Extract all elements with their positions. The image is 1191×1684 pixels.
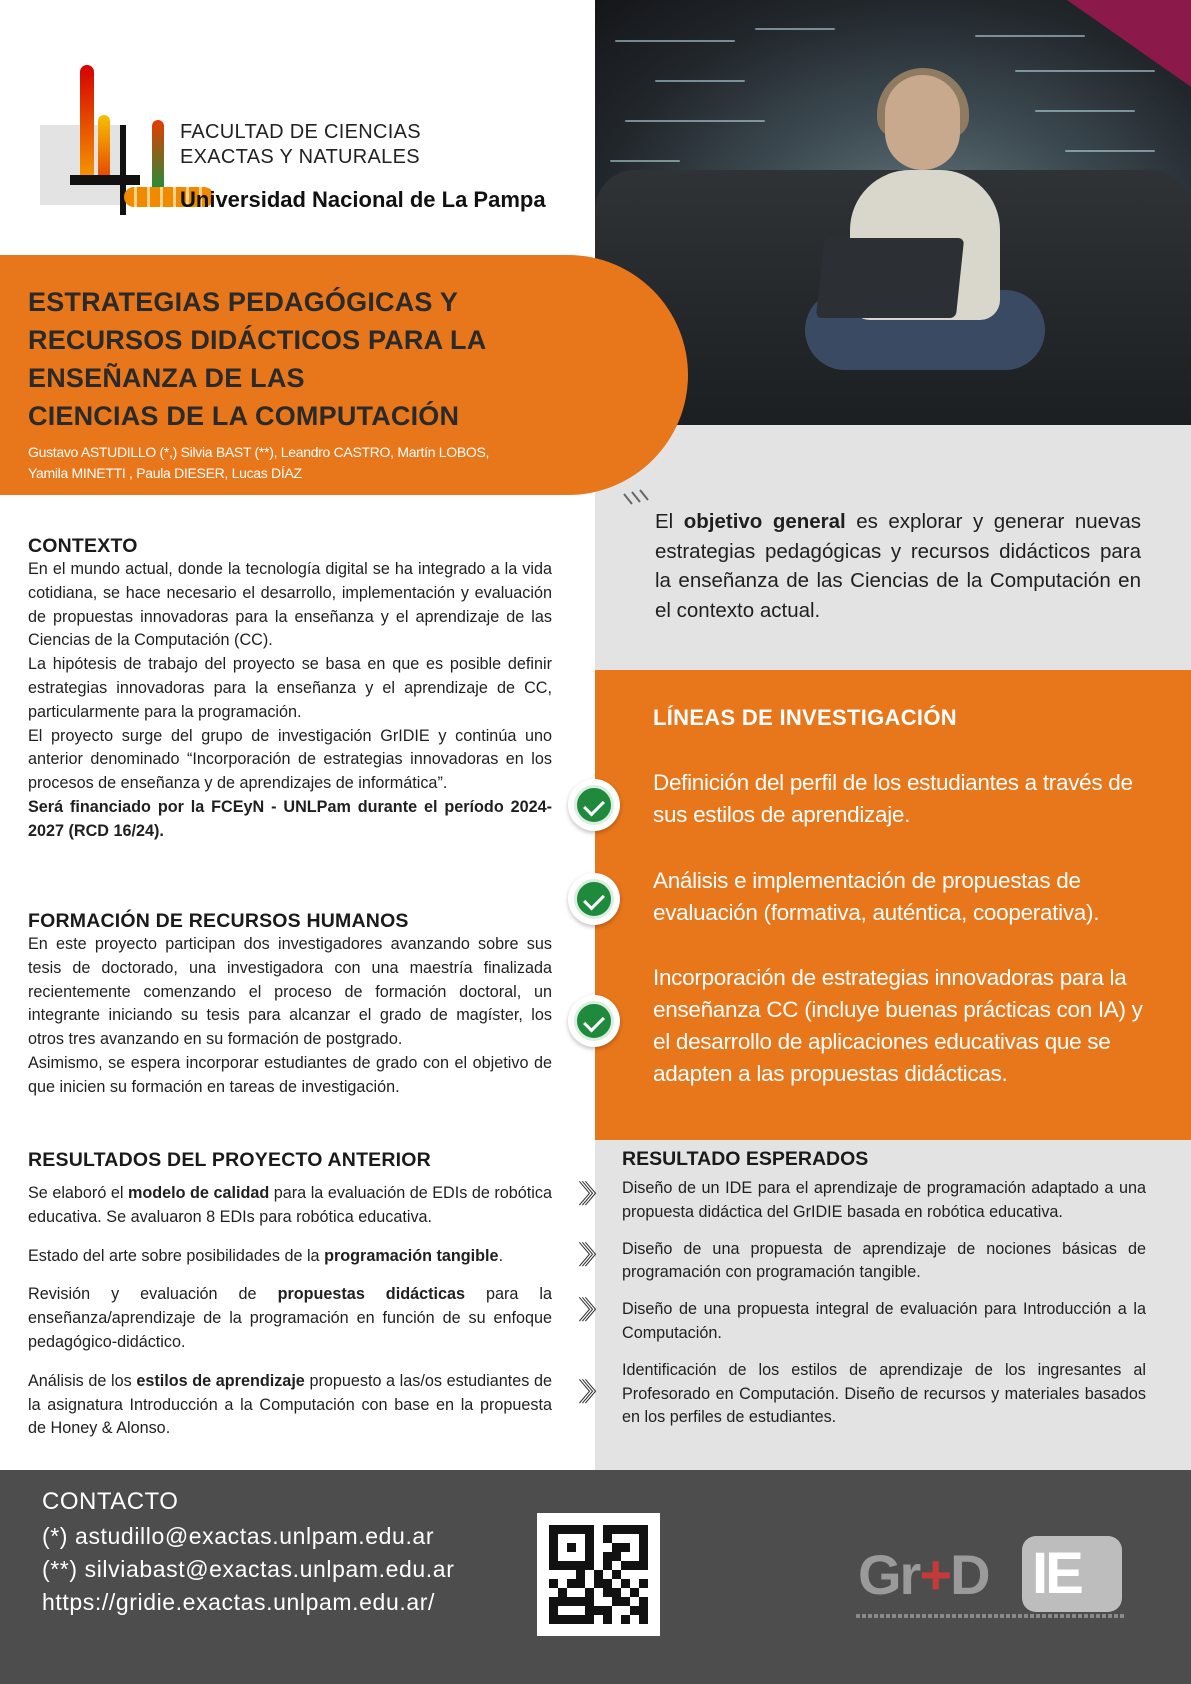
chevron-triple-icon: 〉〉〉 [578, 1180, 601, 1210]
training-paragraph: En este proyecto participan dos investigadores avanzando sobre sus tesis de doctorado, una investigadora con una maestría finalizada recientemente comenzando el proceso de formación doctoral, un integrante iniciando su tesis para alcanzar el grado de magíster, los otros tres avanzando en su formación de postgrado. [28, 935, 552, 1049]
training-paragraph: Asimismo, se espera incorporar estudiantes de grado con el objetivo de que inicien su formación en tareas de investigación. [28, 1053, 552, 1096]
training-heading: FORMACIÓN DE RECURSOS HUMANOS [28, 910, 409, 932]
check-icon [568, 873, 620, 925]
authors: Gustavo ASTUDILLO (*,) Silvia BAST (**), Leandro CASTRO, Martín LOBOS, Yamila MINETTI , Paula DIESER, Lucas DÍAZ [28, 444, 490, 481]
expected-result-item: Identificación de los estilos de aprendizaje de los ingresantes al Profesorado en Computación. Diseño de recursos y materiales basados en los perfiles de estudiantes. [622, 1360, 1146, 1427]
research-line-item: Incorporación de estrategias innovadoras para la enseñanza CC (incluye buenas prácticas con IA) y el desarrollo de aplicaciones educativas que se adapten a las propuestas didácticas. [653, 965, 1143, 1086]
check-icon [568, 995, 620, 1047]
previous-result-item: Revisión y evaluación de propuestas didácticas para la enseñanza/aprendizaje de la programación en función de su enfoque pedagógico-didáctico. [28, 1285, 552, 1351]
expected-results-list [622, 1177, 1146, 1443]
expected-results-heading: RESULTADO ESPERADOS [622, 1148, 869, 1170]
quote-icon [620, 488, 656, 524]
title-banner [0, 255, 688, 495]
chevron-triple-icon: 〉〉〉 [578, 1378, 601, 1408]
previous-results-heading: RESULTADOS DEL PROYECTO ANTERIOR [28, 1149, 431, 1171]
faculty-name: FACULTAD DE CIENCIAS EXACTAS Y NATURALES [180, 121, 421, 168]
context-paragraph: La hipótesis de trabajo del proyecto se basa en que es posible definir estrategias innovadoras para la enseñanza y el aprendizaje de CC, particularmente para la programación. [28, 655, 552, 721]
page-title: ESTRATEGIAS PEDAGÓGICAS Y RECURSOS DIDÁCTICOS PARA LA ENSEÑANZA DE LAS CIENCIAS DE LA COMPUTACIÓN [28, 287, 487, 431]
contact-heading: CONTACTO [42, 1488, 179, 1515]
gridie-logo: Gr+D IE [850, 1530, 1130, 1630]
university-name: Universidad Nacional de La Pampa [180, 187, 546, 212]
contact-email[interactable]: (**) silviabast@exactas.unlpam.edu.ar [42, 1556, 455, 1582]
funding-note: Será financiado por la FCEyN - UNLPam durante el período 2024-2027 (RCD 16/24). [28, 797, 552, 840]
qr-code[interactable] [537, 1513, 660, 1636]
previous-result-item: Estado del arte sobre posibilidades de la programación tangible. [28, 1246, 504, 1265]
previous-result-item: Se elaboró el modelo de calidad para la evaluación de EDIs de robótica educativa. Se avaluaron 8 EDIs para robótica educativa. [28, 1184, 552, 1226]
context-paragraph: El proyecto surge del grupo de investigación GrIDIE y continúa uno anterior denominado “Incorporación de estrategias innovadoras en los procesos de enseñanza y de aprendizajes de informática”. [28, 726, 552, 793]
research-line-item: Definición del perfil de los estudiantes a través de sus estilos de aprendizaje. [653, 770, 1133, 827]
research-lines-heading: LÍNEAS DE INVESTIGACIÓN [653, 705, 957, 730]
general-objective: El objetivo general es explorar y generar nuevas estrategias pedagógicas y recursos didácticos para la enseñanza de las Ciencias de la Computación en el contexto actual. [655, 510, 1141, 622]
expected-result-item: Diseño de un IDE para el aprendizaje de programación adaptado a una propuesta didáctica del GrIDIE basada en robótica educativa. [622, 1179, 1146, 1221]
chevron-triple-icon: 〉〉〉 [578, 1296, 601, 1326]
university-logo [40, 65, 570, 225]
context-section [28, 535, 552, 844]
contact-footer [0, 1470, 1191, 1684]
context-heading: CONTEXTO [28, 535, 138, 557]
research-line-item: Análisis e implementación de propuestas de evaluación (formativa, auténtica, cooperativa). [653, 868, 1100, 925]
context-paragraph: En el mundo actual, donde la tecnología digital se ha integrado a la vida cotidiana, se hace necesario el desarrollo, implementación y evaluación de propuestas innovadoras para la enseñanza y el aprendizaje de las Ciencias de la Computación (CC). [28, 560, 552, 650]
chevron-triple-icon: 〉〉〉 [578, 1241, 601, 1271]
expected-result-item: Diseño de una propuesta de aprendizaje de nociones básicas de programación con programación tangible. [622, 1239, 1146, 1282]
check-icon [568, 779, 620, 831]
previous-result-item: Análisis de los estilos de aprendizaje propuesto a las/os estudiantes de la asignatura Introducción a la Computación con base en la propuesta de Honey & Alonso. [28, 1371, 553, 1438]
expected-result-item: Diseño de una propuesta integral de evaluación para Introducción a la Computación. [622, 1300, 1146, 1342]
previous-results-section [28, 1149, 552, 1456]
contact-website-link[interactable]: https://gridie.exactas.unlpam.edu.ar/ [42, 1589, 435, 1615]
training-section [28, 910, 552, 1100]
contact-email[interactable]: (*) astudillo@exactas.unlpam.edu.ar [42, 1523, 435, 1549]
